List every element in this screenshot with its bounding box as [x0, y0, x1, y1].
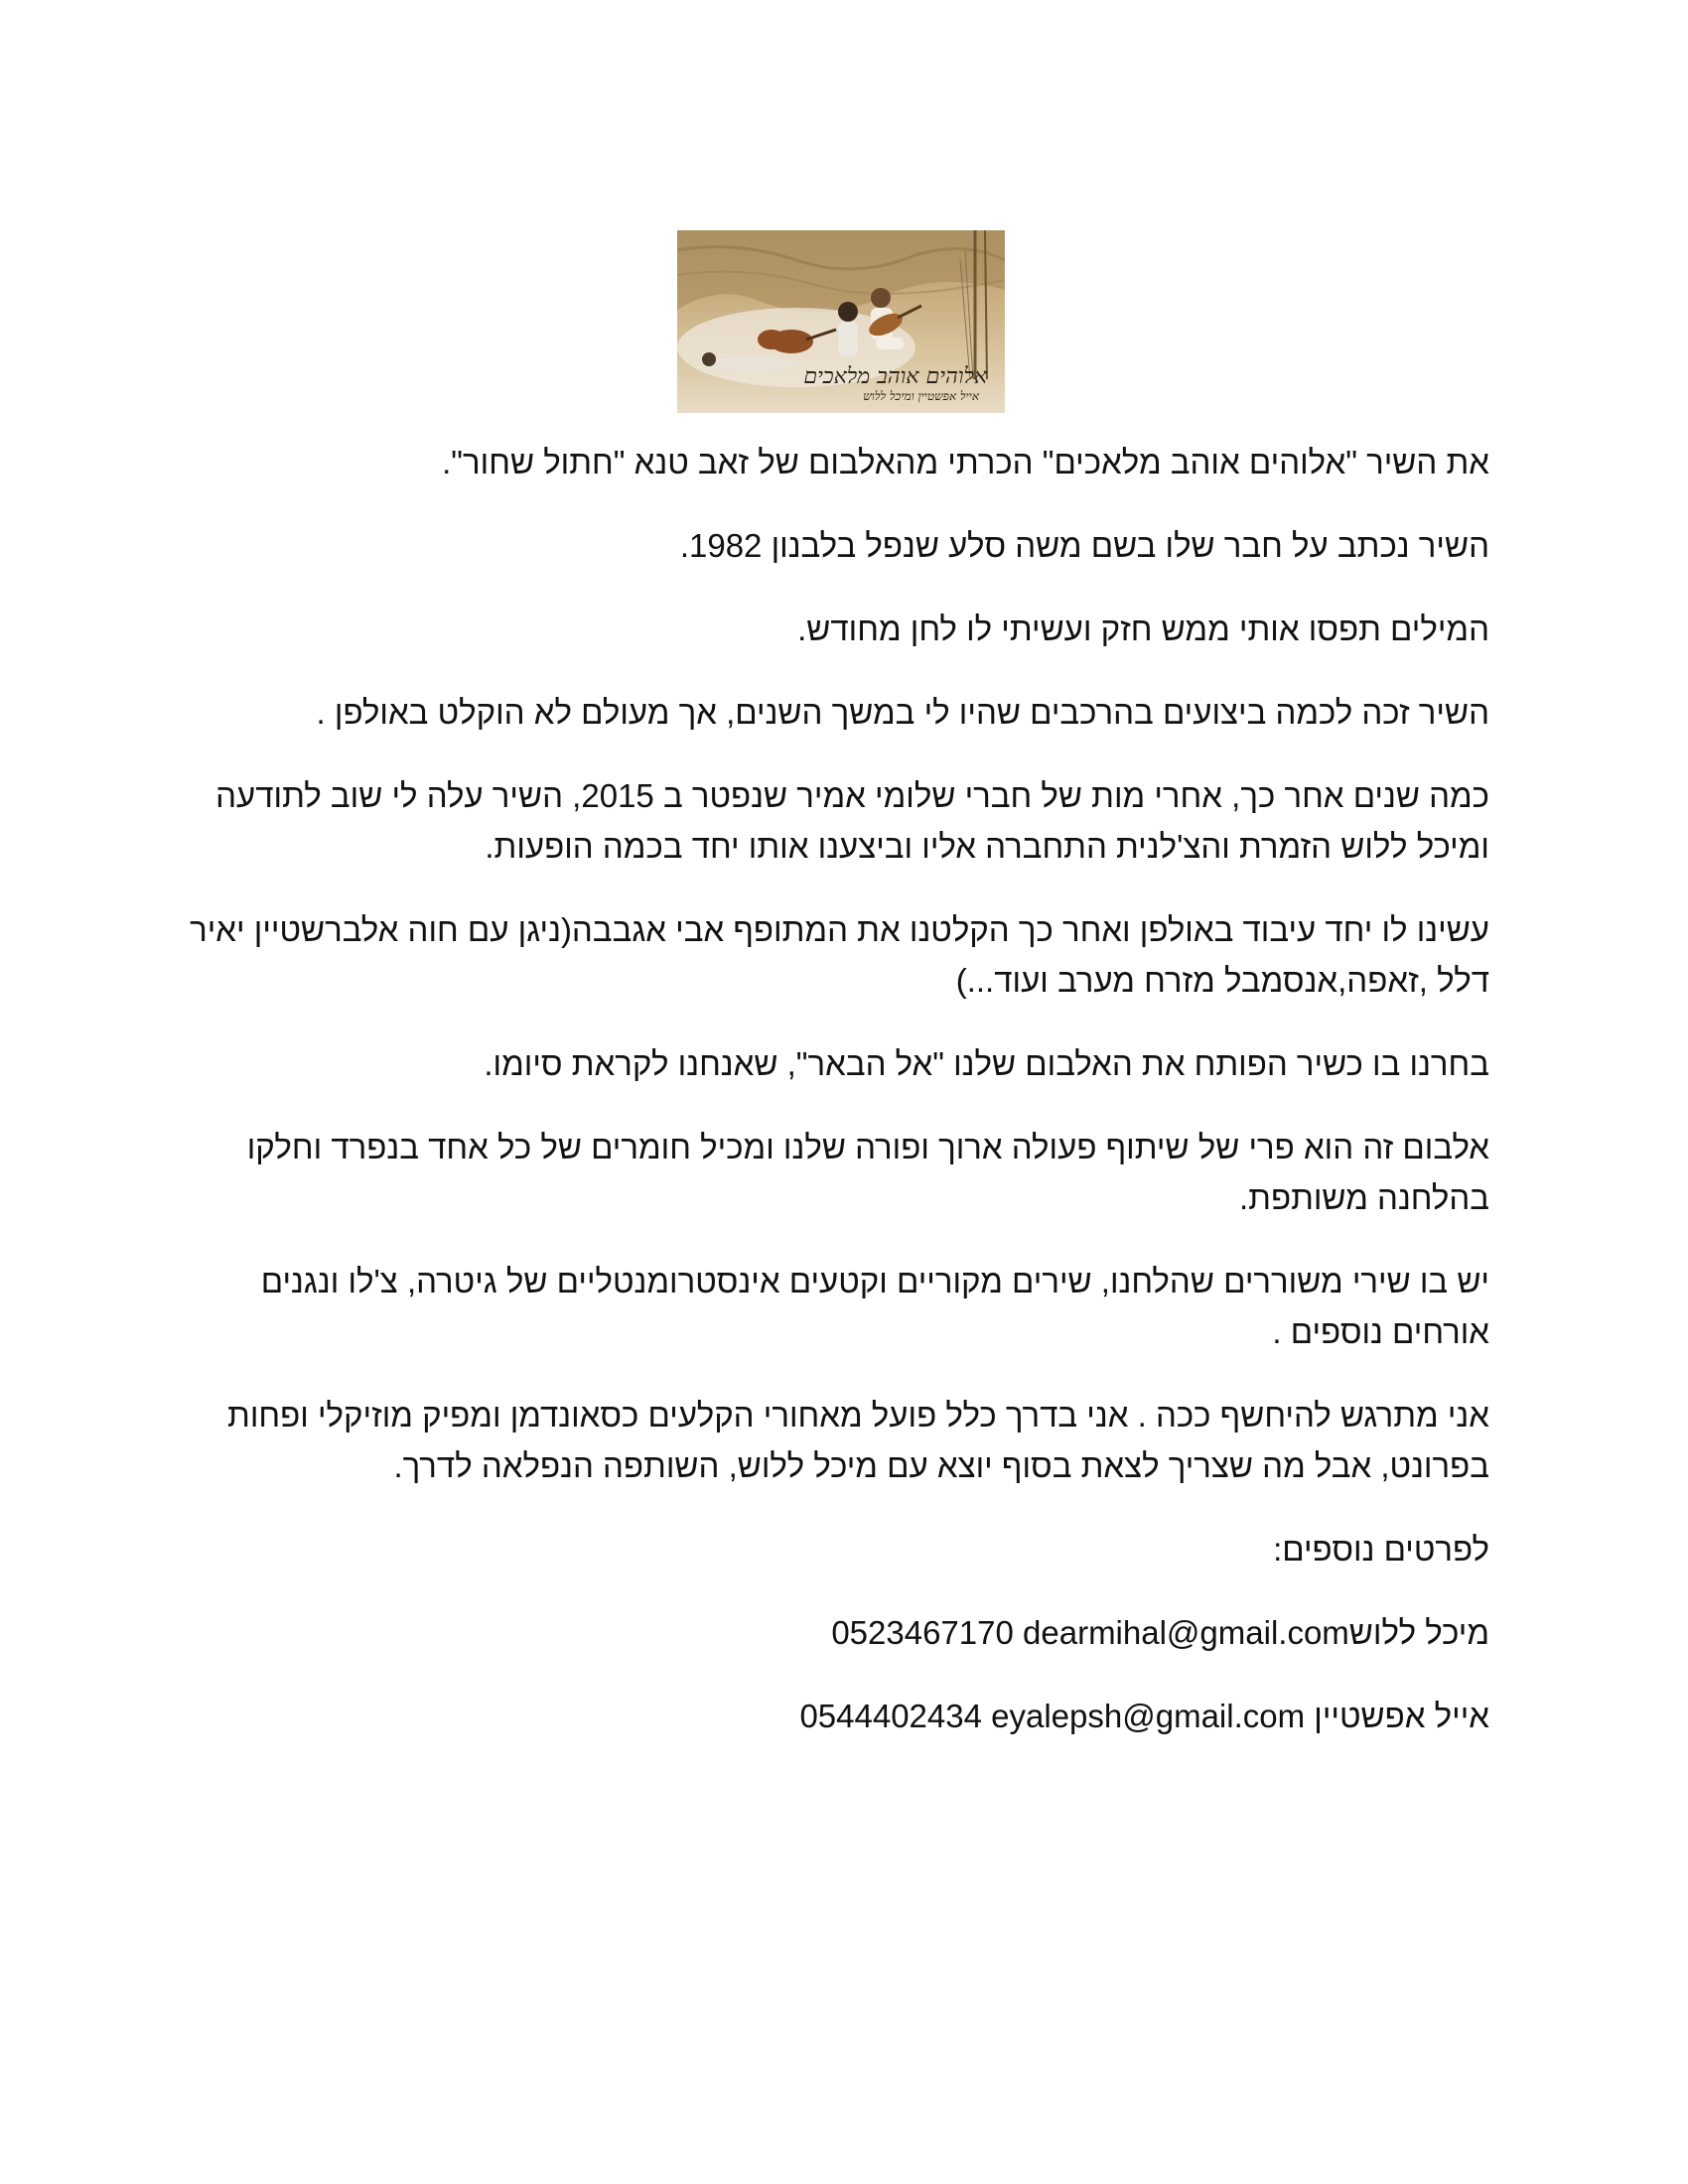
cover-title: אלוהים אוהב מלאכים [803, 364, 987, 389]
contact-line [189, 1691, 1489, 1741]
paragraph: השיר זכה לכמה ביצועים בהרכבים שהיו לי במשך השנים, אך מעולם לא הוקלט באולפן . [316, 694, 1489, 731]
paragraph: בחרנו בו כשיר הפותח את האלבום שלנו "אל הבאר", שאנחנו לקראת סיומו. [484, 1045, 1489, 1082]
contact-name: אייל אפשטיין [1314, 1698, 1489, 1734]
contact-line [189, 1607, 1489, 1658]
paragraph: אני מתרגש להיחשף ככה . אני בדרך כלל פועל מאחורי הקלעים כסאונדמן ומפיק מוזיקלי ופחות בפרונט, אבל מה שצריך לצאת בסוף יוצא עם מיכל ללוש, השותפה הנפלאה לדרך. [227, 1397, 1489, 1484]
contact-email[interactable]: eyalepsh@gmail.com [991, 1698, 1306, 1734]
album-cover-image [677, 230, 1005, 413]
letter-body [189, 437, 1489, 1774]
paragraph: השיר נכתב על חבר שלו בשם משה סלע שנפל בלבנון 1982. [679, 527, 1489, 564]
contact-phone[interactable]: 0523467170 [831, 1614, 1014, 1651]
cover-subtitle: אייל אפשטיין ומיכל ללוש [863, 389, 979, 403]
paragraph: עשינו לו יחד עיבוד באולפן ואחר כך הקלטנו את המתופף אבי אגבבה(ניגן עם חוה אלברשטיין יאיר דלל ,זאפה,אנסמבל מזרח מערב ועוד...) [190, 911, 1489, 999]
paragraph: כמה שנים אחר כך, אחרי מות של חברי שלומי אמיר שנפטר ב 2015, השיר עלה לי שוב לתודעה ומיכל ללוש הזמרת והצ'לנית התחברה אליו וביצענו אותו יחד בכמה הופעות. [215, 777, 1489, 865]
contact-email[interactable]: dearmihal@gmail.com [1023, 1614, 1349, 1651]
contact-phone[interactable]: 0544402434 [799, 1698, 982, 1734]
paragraph: יש בו שירי משוררים שהלחנו, שירים מקוריים וקטעים אינסטרומנטליים של גיטרה, צ'לו ונגנים אורחים נוספים . [260, 1263, 1489, 1350]
paragraph: המילים תפסו אותי ממש חזק ועשיתי לו לחן מחודש. [797, 611, 1489, 647]
contact-name: מיכל ללוש [1348, 1614, 1489, 1651]
more-details-label: לפרטים נוספים: [1273, 1531, 1489, 1568]
paragraph: את השיר "אלוהים אוהב מלאכים" הכרתי מהאלבום של זאב טנא "חתול שחור". [442, 444, 1489, 480]
paragraph: אלבום זה הוא פרי של שיתוף פעולה ארוך ופורה שלנו ומכיל חומרים של כל אחד בנפרד וחלקו בהלחנה משותפת. [246, 1129, 1489, 1216]
